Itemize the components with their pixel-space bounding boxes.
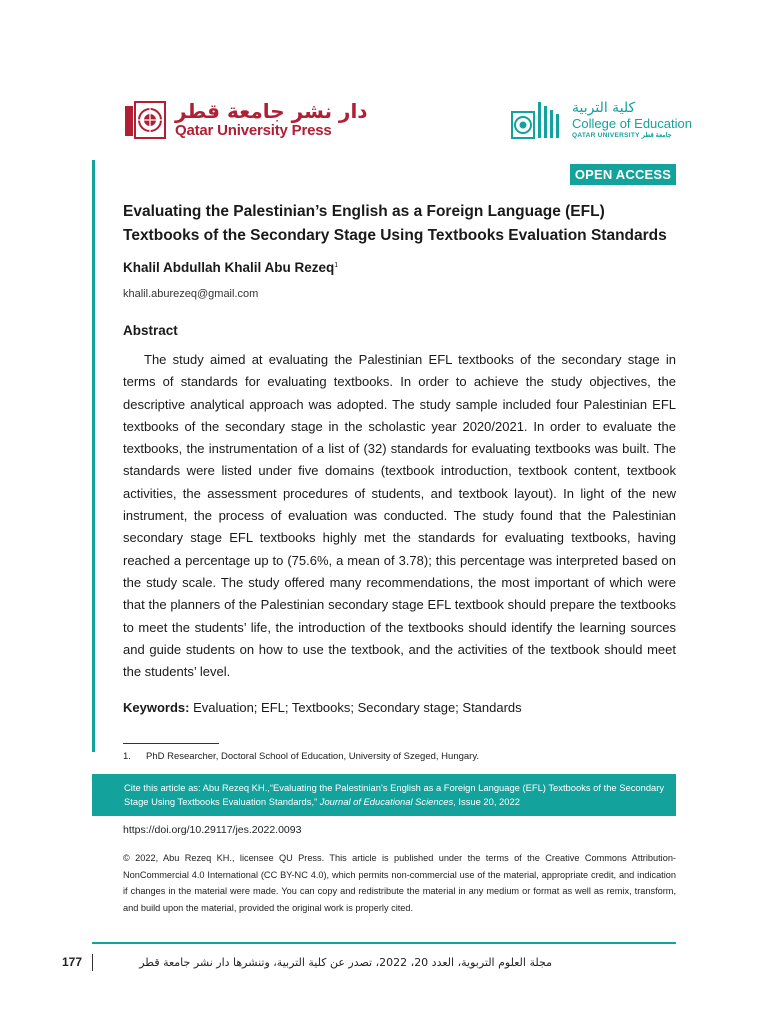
footer-arabic-journal-info: مجلة العلوم التربوية، العدد 20، 2022، تصدر عن كلية التربية، وتنشرها دار نشر جامعة قطر (139, 956, 552, 969)
footnote-number: 1. (123, 751, 131, 762)
abstract-heading: Abstract (123, 323, 178, 338)
qup-emblem-icon (123, 100, 167, 140)
left-accent-rule (92, 160, 95, 752)
qatar-university-press-logo (123, 100, 368, 140)
license-text: © 2022, Abu Rezeq KH., licensee QU Press. This article is published under the terms of the Creative Commons Attribution-NonCommercial 4.0 International (CC BY-NC 4.0), which permits non-commercial use of the material, appropriate credit, and indication if changes in the material were made. You can copy and redistribute the material in any medium or format as well as remix, transform, and build upon the material, provided the original work is properly cited. (123, 853, 676, 913)
coe-emblem-icon (508, 100, 566, 140)
citation-suffix: , Issue 20, 2022 (453, 795, 520, 807)
qup-english-name: Qatar University Press (175, 122, 332, 139)
article-title: Evaluating the Palestinian’s English as a Foreign Language (EFL) Textbooks of the Secondary Stage Using Textbooks Evaluation Standards (123, 203, 667, 244)
footnote-divider (123, 743, 219, 744)
citation-box (92, 774, 676, 816)
article-content (123, 200, 676, 718)
author-line (123, 258, 676, 278)
author-footnote-marker: 1 (334, 262, 339, 269)
coe-university-subtitle: QATAR UNIVERSITY جامعة قطر (572, 132, 672, 139)
open-access-badge: OPEN ACCESS (570, 164, 676, 185)
footnote-text: PhD Researcher, Doctoral School of Education, University of Szeged, Hungary. (146, 751, 480, 762)
keywords-label: Keywords: (123, 700, 190, 716)
doi-link[interactable]: https://doi.org/10.29117/jes.2022.0093 (123, 824, 302, 836)
coe-arabic-name: كلية التربية (572, 100, 636, 116)
footer-divider (92, 942, 676, 944)
citation-prefix: Cite this article as: Abu Rezeq KH.,“Evaluating the Palestinian’s English as a Foreign Language (EFL) Textbooks of the Secondary Stage Using Textbooks Evaluation Standards,” (124, 782, 665, 807)
keywords-list: Evaluation; EFL; Textbooks; Secondary stage; Standards (193, 700, 522, 716)
keywords-line (123, 698, 676, 718)
page-number-separator (92, 954, 93, 971)
author-email: khalil.aburezeq@gmail.com (123, 288, 259, 300)
qup-arabic-name: دار نشر جامعة قطر (175, 99, 368, 123)
footnote (123, 750, 479, 764)
author-name: Khalil Abdullah Khalil Abu Rezeq (123, 260, 335, 275)
coe-english-name: College of Education (572, 116, 692, 131)
college-of-education-logo (508, 100, 692, 140)
page-number: 177 (62, 955, 83, 969)
citation-journal: Journal of Educational Sciences (319, 795, 454, 807)
abstract-text: The study aimed at evaluating the Palestinian EFL textbooks of the secondary stage in terms of standards for evaluating textbooks. In order to achieve the study objectives, the descriptive analytical approach was adopted. The study sample included four Palestinian EFL textbooks of the secondary stage in the scholastic year 2020/2021. In order to evaluate the textbooks, the instrumentation of a list of (32) standards for evaluating textbooks was built. The standards were listed under five domains (textbook introduction, textbook content, textbook activities, the assessment procedures of students, and textbook layout). In light of the new instrument, the process of evaluation was conducted. The study found that the Palestinian secondary stage EFL textbooks highly met the standards for evaluating textbooks, having reached a percentage up to (75.6%, a mean of 3.78); this percentage was interpreted based on the study scale. The study offered many recommendations, the most important of which were that the planners of the Palestinian secondary stage EFL textbook should prepare the textbooks to meet the students’ life, the introduction of the textbooks should identify the learning sources and guide students on how to use the textbook, and the activities of the textbook should meet the students’ level. (123, 352, 676, 680)
page-header (0, 0, 768, 160)
